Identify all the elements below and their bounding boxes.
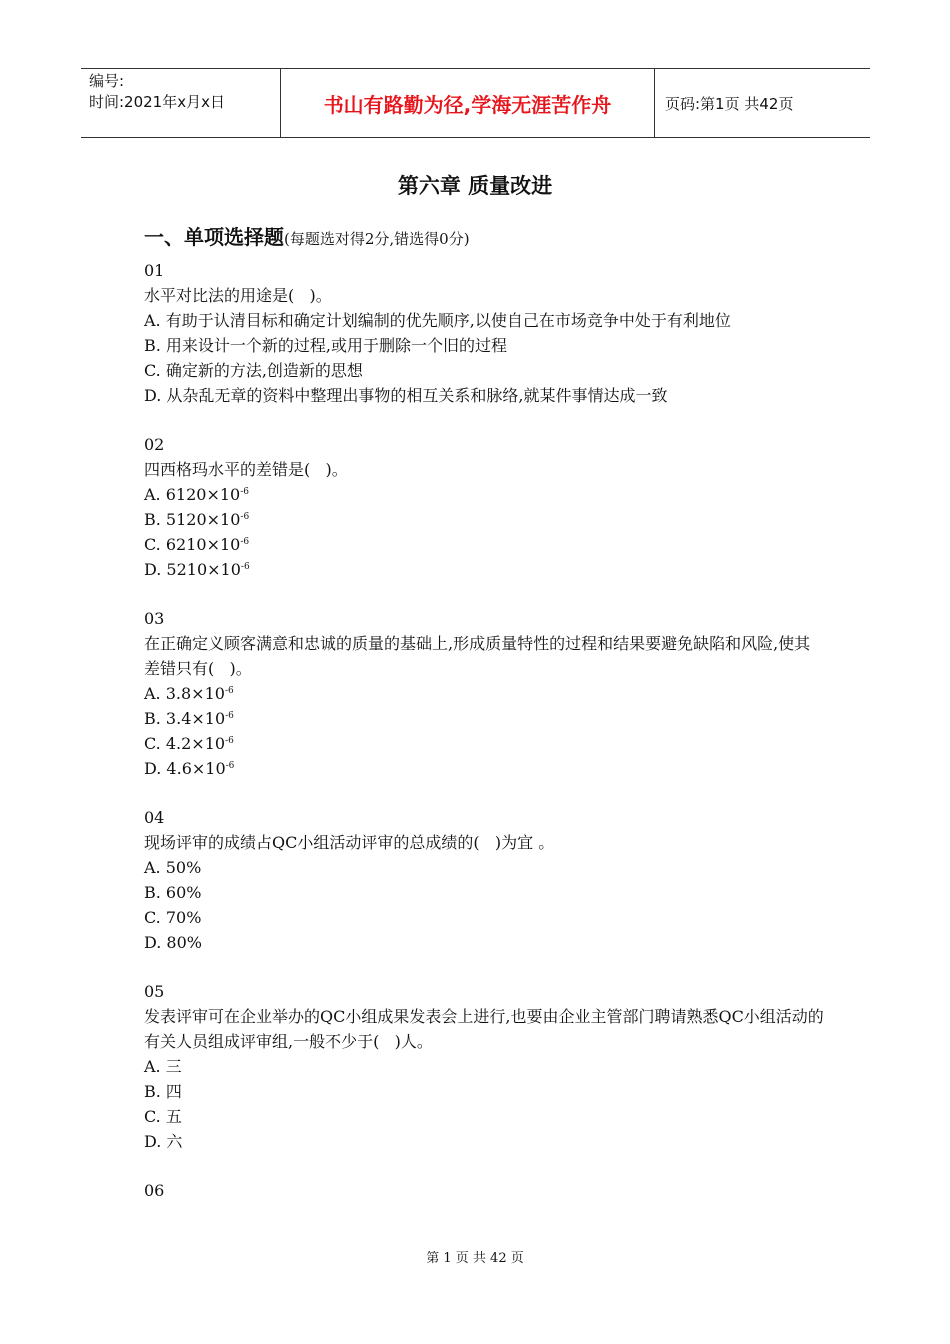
option-text: B. 3.4×10 bbox=[144, 709, 226, 728]
option-d: D. 从杂乱无章的资料中整理出事物的相互关系和脉络,就某件事情达成一致 bbox=[144, 386, 668, 405]
header-motto: 书山有路勤为径,学海无涯苦作舟 bbox=[281, 69, 655, 137]
question-stem: 水平对比法的用途是( )。 bbox=[144, 286, 332, 305]
option-b bbox=[144, 706, 824, 731]
document-header bbox=[81, 68, 870, 138]
question-stem: 四西格玛水平的差错是( )。 bbox=[144, 460, 348, 479]
option-exponent: -6 bbox=[240, 537, 250, 547]
option-b: B. 四 bbox=[144, 1082, 182, 1101]
option-exponent: -6 bbox=[225, 736, 234, 746]
question-01 bbox=[144, 258, 824, 408]
question-number: 06 bbox=[144, 1181, 165, 1200]
chapter-title: 第六章 质量改进 bbox=[397, 174, 553, 198]
option-c: C. 确定新的方法,创造新的思想 bbox=[144, 361, 363, 380]
option-text: D. 4.6×10 bbox=[144, 759, 226, 778]
question-number: 02 bbox=[144, 435, 165, 454]
header-page-info: 页码:第1页 共42页 bbox=[665, 94, 794, 113]
code-label: 编号: bbox=[89, 72, 125, 90]
question-04 bbox=[144, 805, 824, 955]
question-number: 04 bbox=[144, 808, 165, 827]
option-b bbox=[144, 507, 824, 532]
time-label: 时间:2021年x月x日 bbox=[89, 93, 225, 111]
option-exponent: -6 bbox=[240, 512, 250, 522]
option-text: C. 4.2×10 bbox=[144, 734, 226, 753]
option-c bbox=[144, 731, 824, 756]
question-02 bbox=[144, 432, 824, 582]
option-text: A. 3.8×10 bbox=[144, 684, 225, 703]
question-number: 05 bbox=[144, 982, 165, 1001]
question-number: 03 bbox=[144, 609, 165, 628]
option-text: A. 6120×10 bbox=[144, 485, 241, 504]
question-number: 01 bbox=[144, 261, 165, 280]
option-a bbox=[144, 482, 824, 507]
question-stem: 在正确定义顾客满意和忠诚的质量的基础上,形成质量特性的过程和结果要避免缺陷和风险,使其差错只有( )。 bbox=[144, 634, 811, 678]
page-footer: 第 1 页 共 42 页 bbox=[426, 1251, 524, 1266]
option-b: B. 60% bbox=[144, 883, 202, 902]
option-c: C. 五 bbox=[144, 1107, 182, 1126]
option-c bbox=[144, 532, 824, 557]
option-exponent: -6 bbox=[224, 686, 234, 696]
question-stem: 现场评审的成绩占QC小组活动评审的总成绩的( )为宜 。 bbox=[144, 833, 555, 852]
question-05 bbox=[144, 979, 824, 1154]
option-d: D. 六 bbox=[144, 1132, 183, 1151]
section-heading bbox=[144, 221, 470, 250]
option-text: C. 6210×10 bbox=[144, 535, 241, 554]
option-b: B. 用来设计一个新的过程,或用于删除一个旧的过程 bbox=[144, 336, 508, 355]
option-c: C. 70% bbox=[144, 908, 202, 927]
option-d bbox=[144, 756, 824, 781]
option-exponent: -6 bbox=[225, 711, 234, 721]
option-text: B. 5120×10 bbox=[144, 510, 241, 529]
section-note: (每题选对得2分,错选得0分) bbox=[284, 230, 470, 248]
option-a: A. 50% bbox=[144, 858, 202, 877]
question-stem: 发表评审可在企业举办的QC小组成果发表会上进行,也要由企业主管部门聘请熟悉QC小组活动的有关人员组成评审组,一般不少于( )人。 bbox=[144, 1007, 824, 1051]
section-title: 一、单项选择题 bbox=[144, 225, 284, 249]
option-d bbox=[144, 557, 824, 582]
question-list bbox=[144, 258, 824, 1227]
header-meta bbox=[81, 69, 281, 137]
option-a bbox=[144, 681, 824, 706]
option-d: D. 80% bbox=[144, 933, 202, 952]
option-a: A. 三 bbox=[144, 1057, 182, 1076]
option-exponent: -6 bbox=[225, 761, 235, 771]
option-text: D. 5210×10 bbox=[144, 560, 241, 579]
option-exponent: -6 bbox=[240, 562, 250, 572]
question-06 bbox=[144, 1178, 824, 1203]
option-exponent: -6 bbox=[240, 487, 249, 497]
option-a: A. 有助于认清目标和确定计划编制的优先顺序,以使自己在市场竞争中处于有利地位 bbox=[144, 311, 731, 330]
question-03 bbox=[144, 606, 824, 781]
